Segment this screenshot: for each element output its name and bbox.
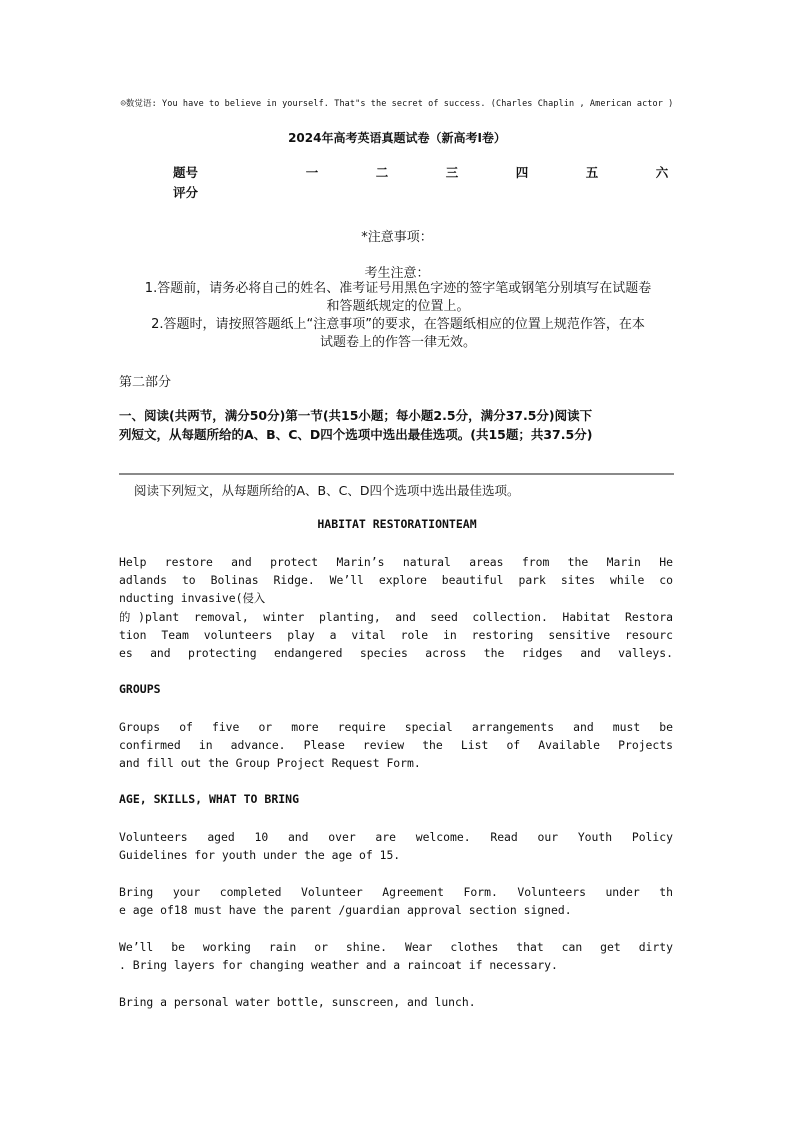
age-paragraph-2: [119, 883, 673, 919]
score-cell-1: [277, 183, 347, 203]
notice-item-1-line-1: 1.答题前，请务必将自己的姓名、准考证号用黑色字迹的签字笔或钢笔分别填写在试题卷: [144, 281, 652, 296]
notice-item-1: [118, 280, 678, 316]
score-cell-2: [347, 183, 417, 203]
notice-item-2: [118, 316, 678, 352]
score-cell-4: [487, 183, 557, 203]
score-cell-3: [417, 183, 487, 203]
article-intro-paragraph: [119, 553, 673, 662]
notice-item-2-line-2: 试题卷上的作答一律无效。: [319, 335, 476, 350]
text-line: Volunteers aged 10 and over are welcome. Read our Youth Policy: [119, 830, 673, 844]
text-line: nducting invasive(侵入: [119, 591, 266, 606]
notice-item-1-line-2: 和答题纸规定的位置上。: [326, 299, 470, 314]
section-heading-line-1: 一、阅读(共两节，满分50分)第一节(共15小题；每小题2.5分，满分37.5分)阅读下: [119, 408, 593, 423]
column-5: 五: [585, 165, 599, 180]
column-1: 一: [305, 165, 319, 180]
text-line: e age of18 must have the parent /guardian approval section signed.: [119, 903, 572, 918]
groups-paragraph: [119, 718, 673, 773]
candidate-notice-label: 考生注意：: [364, 266, 430, 281]
text-line: . Bring layers for changing weather and a raincoat if necessary.: [119, 958, 558, 973]
text-line: adlands to Bolinas Ridge. We’ll explore beautiful park sites while co: [119, 573, 673, 588]
text-line: Guidelines for youth under the age of 15.: [119, 848, 401, 863]
score-cell-5: [557, 183, 627, 203]
text-line: Groups of five or more require special arrangements and must be: [119, 720, 673, 734]
age-skills-heading: AGE, SKILLS, WHAT TO BRING: [119, 792, 300, 806]
score-cell-6: [627, 183, 697, 203]
column-2: 二: [375, 165, 389, 180]
exam-title: 2024年高考英语真题试卷（新高考Ⅰ卷）: [288, 131, 506, 145]
text-line: Bring your completed Volunteer Agreement Form. Volunteers under th: [119, 885, 673, 899]
question-number-label: 题号: [173, 165, 199, 180]
score-table: [170, 163, 697, 203]
text-line: es and protecting endangered species across the ridges and valleys.: [119, 645, 673, 660]
text-line: We’ll be working rain or shine. Wear clothes that can get dirty: [119, 940, 673, 954]
age-paragraph-1: [119, 828, 673, 864]
score-table-score-row: [170, 183, 697, 203]
text-line: 的)plant removal, winter planting, and seed collection. Habitat Restora: [119, 609, 673, 624]
column-6: 六: [655, 165, 669, 180]
age-paragraph-3: [119, 938, 673, 974]
score-label: 评分: [173, 185, 199, 200]
text-line: Bring a personal water bottle, sunscreen, and lunch.: [119, 995, 476, 1009]
reading-instruction: 阅读下列短文，从每题所给的A、B、C、D四个选项中选出最佳选项。: [134, 483, 520, 498]
text-line: and fill out the Group Project Request Form.: [119, 756, 421, 771]
section-heading-line-2: 列短文，从每题所给的A、B、C、D四个选项中选出最佳选项。(共15题；共37.5分): [119, 427, 593, 442]
age-paragraph-4: [119, 993, 673, 1011]
column-3: 三: [445, 165, 459, 180]
article-title: HABITAT RESTORATIONTEAM: [317, 517, 477, 531]
text-line: Help restore and protect Marin’s natural areas from the Marin He: [119, 555, 673, 569]
part-label: 第二部分: [119, 375, 172, 390]
score-table-header-row: [170, 163, 697, 183]
notice-item-2-line-1: 2.答题时，请按照答题纸上“注意事项”的要求，在答题纸相应的位置上规范作答，在本: [151, 317, 645, 332]
text-line: tion Team volunteers play a vital role in restoring sensitive resourc: [119, 627, 673, 642]
divider: [119, 473, 674, 475]
text-line: confirmed in advance. Please review the List of Available Projects: [119, 738, 673, 753]
column-4: 四: [515, 165, 529, 180]
notice-heading: *注意事项：: [361, 230, 433, 245]
section-heading: [119, 406, 679, 444]
header-quote: ☺数觉语: You have to believe in yourself. That"s the secret of success. (Charles Chaplin , American actor ): [120, 99, 674, 109]
groups-heading: GROUPS: [119, 682, 161, 696]
